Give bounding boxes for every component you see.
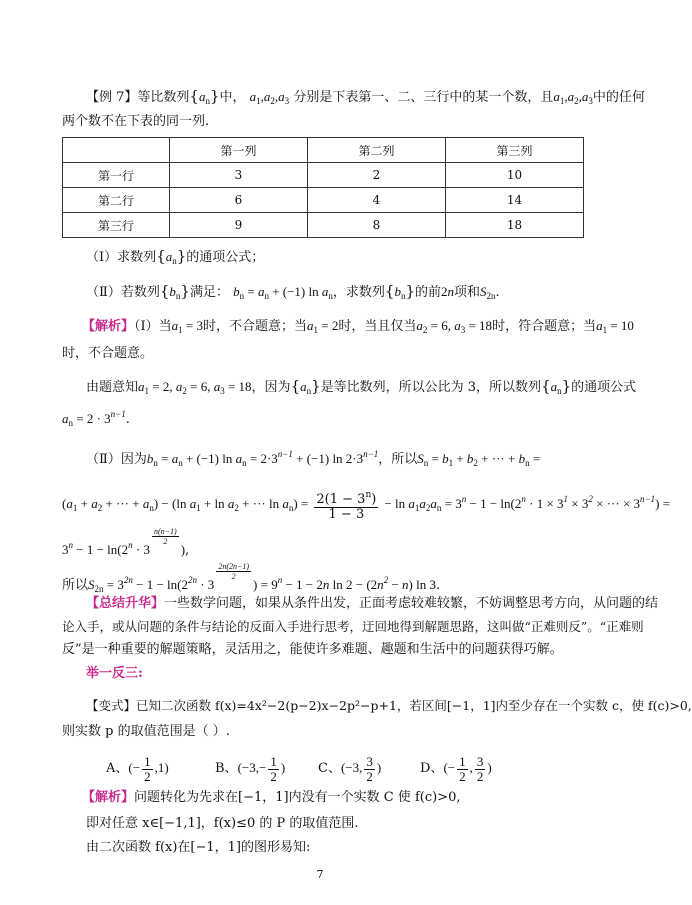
table-cell: 3 [170,163,308,188]
summary-tag: 【总结升华】 [86,596,165,611]
option-d[interactable]: D、(− $\frac{1}{2}$ , $\frac{3}{2}$ ) [420,753,492,784]
option-b[interactable]: B、(−3,− $\frac{1}{2}$ ) [215,753,286,784]
page-number: 7 [316,868,324,881]
table-header-row [63,138,584,163]
summary-line-1: 【总结升华】一些数学问题，如果从条件出发，正面考虑较难较繁，不妨调整思考方向，从问题的结 [86,596,659,611]
table-row [63,163,584,188]
formula-sum-result: $3^n - 1 - \ln(2^n \cdot 3$ $\frac{n(n-1)}{2}$ ), [62,527,190,558]
practice-title: 举一反三: [86,666,143,681]
formula-sum: ($a_1 + a_2$ + ··· + $a_n) - (\ln$ $a_1 + \ln a_2$ + ··· $\ln a_n$) = $\frac{2(1 - 3^n)}{1 - 3}$ − $\ln a_1a_2a_n = 3^n - 1 - \ln(2^n \cdot 1 \times 3^1 \times 3^2$ × ··· × $3^{n-1}$) = [62,489,671,522]
table-row [63,213,584,238]
practice-line-1: 【变式】已知二次函数 f(x)=4x²−2(p−2)x−2p²−p+1，若区间[−1，1]内至少存在一个实数 c，使 f(c)>0, [86,698,692,713]
table-cell: 18 [446,213,584,238]
data-table [62,137,584,238]
analysis-line-4: （Ⅱ）因为$b_n = a_n + (-1)$ $\ln a_n = 2\cdot 3^{n-1} + (-1)$ $\ln 2\cdot 3^{n-1}$，所以$S_n = b_1 + b_2$ + ··· + $b_n$ = [86,449,541,468]
example-line-2: 两个数不在下表的同一列. [62,114,210,129]
table-cell: 第三行 [63,213,170,238]
analysis-line-3: 由题意知$a_1 = 2$, $a_2 = 6$, $a_3 = 18$，因为$\{a_n\}$是等比数列，所以公比为 3，所以数列$\{a_n\}$的通项公式 [86,377,637,396]
table-cell: 第二行 [63,188,170,213]
table-cell: 6 [170,188,308,213]
table-cell: 4 [308,188,446,213]
analysis-tag: 【解析】 [82,319,135,334]
table-cell: 第一行 [63,163,170,188]
analysis2-line-1: 【解析】问题转化为先求在[−1，1]内没有一个实数 C 使 f(c)>0, [82,790,461,805]
analysis2-tag: 【解析】 [82,790,135,805]
example-tag: 【例 7】 [86,90,138,105]
question-2: （Ⅱ）若数列$\{b_n\}$满足： $b_n = a_n + (-1)$ $\ln a_n$，求数列$\{b_n\}$的前2n项和$S_{2n}$. [86,282,500,301]
table-cell: 10 [446,163,584,188]
table-cell: 9 [170,213,308,238]
question-1: （Ⅰ）求数列$\{a_n\}$的通项公式； [86,247,265,266]
analysis2-line-2: 即对任意 x∈[−1,1]，f(x)≤0 的 P 的取值范围. [86,816,359,831]
table-cell: 2 [308,163,446,188]
formula-s2n: 所以$S_{2n} = 3^{2n} - 1 - \ln(2^{2n} \cdot 3$ $\frac{2n(2n-1)}{2}$ ) = $9^n - 1 - 2n$ $\ln 2 - (2n^2 - n)$ ln 3. [62,562,441,594]
table-header-cell: 第二列 [308,138,446,163]
table-cell: 8 [308,213,446,238]
table-cell: 14 [446,188,584,213]
practice-line-2: 则实数 p 的取值范围是（ ）. [62,724,230,739]
table-header-cell: 第三列 [446,138,584,163]
table-header-cell [63,138,170,163]
table-header-cell: 第一列 [170,138,308,163]
practice-tag: 【变式】 [86,698,137,713]
table-row [63,188,584,213]
example-line-1: 【例 7】等比数列$\{a_n\}$中， $a_1,a_2,a_3$ 分别是下表第一、二、三行中的某一个数，且$a_1,a_2,a_3$中的任何 [86,87,645,106]
formula-an: $a_n = 2 \cdot 3^{n-1}$. [62,409,130,428]
analysis2-line-3: 由二次函数 f(x)在[−1，1]的图形易知: [86,840,311,855]
summary-line-3: 反”是一种重要的解题策略，灵活用之，能使许多难题、趣题和生活中的问题获得巧解。 [62,642,563,657]
option-a[interactable]: A、(− $\frac{1}{2}$ ,1) [106,753,169,784]
option-c[interactable]: C、(−3, $\frac{3}{2}$ ) [318,753,382,784]
summary-line-2: 论入手，或从问题的条件与结论的反面入手进行思考，迂回地得到解题思路，这叫做“正难则反”。“正难则 [62,619,644,634]
analysis-line-1: 【解析】（Ⅰ）当$a_1 = 3$时，不合题意；当$a_1 = 2$时，当且仅当$a_2 = 6$, $a_3 = 18$时，符合题意；当$a_1 = 10$ [82,318,634,335]
analysis-line-2: 时，不合题意。 [62,346,154,361]
